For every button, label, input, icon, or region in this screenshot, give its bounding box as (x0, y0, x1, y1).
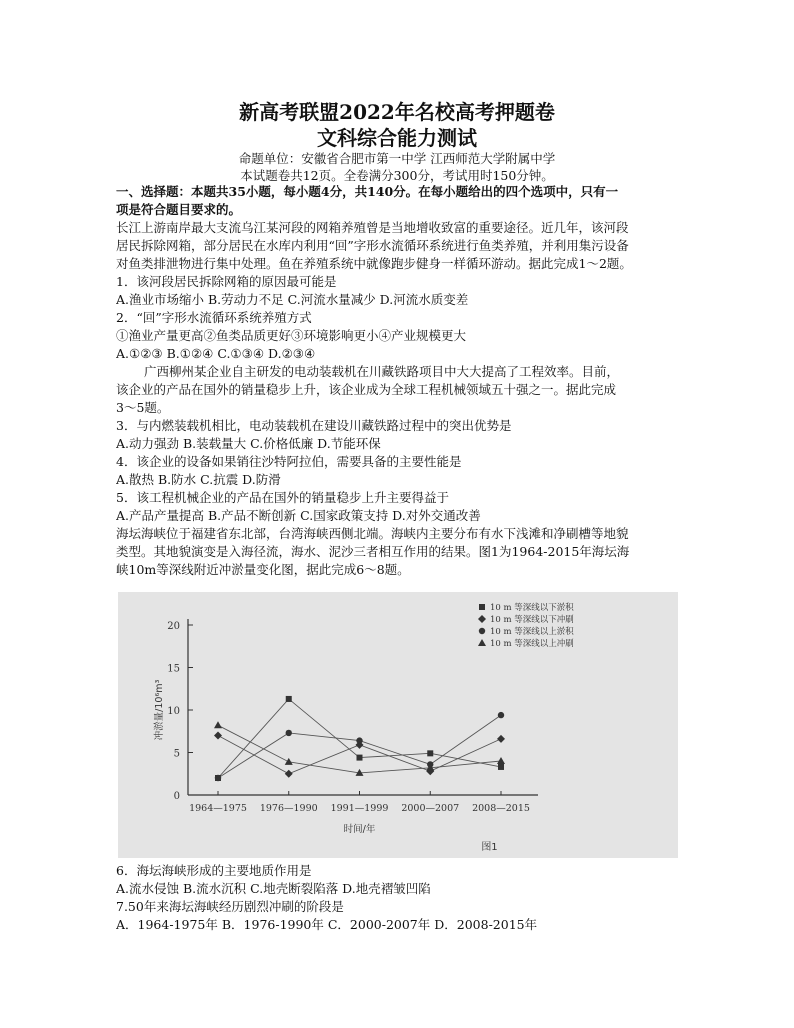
scour-deposition-chart (118, 592, 678, 858)
question-5-stem: 5．该工程机械企业的产品在国外的销量稳步上升主要得益于 (116, 490, 449, 505)
data-point-series-1 (427, 750, 433, 756)
passage-2-line: 3～5题。 (116, 400, 170, 415)
y-axis-label: 冲淤量/10⁶m³ (154, 679, 165, 741)
passage-1-line: 居民拆除网箱，部分居民在水库内利用“回”字形水流循环系统进行鱼类养殖，并利用集污设备 (116, 238, 629, 253)
legend-marker-4 (478, 639, 486, 646)
section-heading: 一、选择题：本题共35小题，每小题4分，共140分。在每小题给出的四个选项中，只有一 (116, 184, 619, 199)
question-4-stem: 4．该企业的设备如果销往沙特阿拉伯，需要具备的主要性能是 (116, 454, 462, 469)
question-2-stem: 2．“回”字形水流循环系统养殖方式 (116, 310, 312, 325)
x-tick-label: 2008—2015 (472, 803, 530, 814)
section-1-cont (116, 862, 696, 934)
page-subtitle: 文科综合能力测试 (317, 126, 477, 150)
x-tick-label: 2000—2007 (401, 803, 460, 814)
data-point-series-3 (498, 712, 504, 718)
question-2-options: A.①②③ B.①②④ C.①③④ D.②③④ (116, 346, 316, 361)
y-tick-label: 20 (167, 621, 180, 632)
x-tick-label: 1976—1990 (259, 803, 318, 814)
question-5-options: A.产品产量提高 B.产品不断创新 C.国家政策支持 D.对外交通改善 (116, 508, 481, 523)
passage-3-line: 峡10m等深线附近冲淤量变化图，据此完成6～8题。 (116, 562, 410, 577)
figure-1 (118, 592, 678, 858)
x-tick-label: 1991—1999 (330, 803, 389, 814)
data-point-series-3 (286, 730, 292, 736)
legend-marker-1 (479, 604, 485, 610)
y-tick-label: 15 (167, 663, 180, 675)
passage-2-line: 广西柳州某企业自主研发的电动装载机在川藏铁路项目中大大提高了工程效率。目前， (144, 364, 620, 379)
legend-marker-2 (478, 615, 486, 623)
question-4-options: A.散热 B.防水 C.抗震 D.防滑 (116, 472, 281, 487)
x-tick-label: 1964—1975 (189, 803, 247, 814)
legend-label-3: 10 m 等深线以上淤积 (490, 627, 574, 637)
question-3-stem: 3．与内燃装载机相比，电动装载机在建设川藏铁路过程中的突出优势是 (116, 418, 512, 433)
data-point-series-2 (497, 735, 505, 743)
data-point-series-2 (214, 732, 222, 740)
legend-marker-3 (479, 628, 485, 634)
data-point-series-1 (286, 696, 292, 702)
legend-label-1: 10 m 等深线以下淤积 (490, 603, 574, 613)
question-1-stem: 1．该河段居民拆除网箱的原因最可能是 (116, 274, 337, 289)
question-7-options: A．1964-1975年 B．1976-1990年 C．2000-2007年 D．2008-2015年 (116, 917, 538, 932)
legend-label-4: 10 m 等深线以上冲刷 (490, 639, 574, 649)
data-point-series-4 (285, 758, 293, 765)
data-point-series-4 (497, 757, 505, 764)
figure-caption: 图1 (481, 842, 498, 853)
x-axis-label: 时间/年 (343, 824, 376, 835)
section-1 (116, 183, 696, 579)
data-point-series-4 (214, 721, 222, 728)
question-3-options: A.动力强劲 B.装载量大 C.价格低廉 D.节能环保 (116, 436, 381, 451)
setter-line: 命题单位：安徽省合肥市第一中学 江西师范大学附属中学 (238, 151, 556, 166)
legend-label-2: 10 m 等深线以下冲刷 (490, 615, 574, 625)
series-line-4 (218, 725, 501, 773)
section-heading-cont: 项是符合题目要求的。 (116, 202, 242, 217)
passage-1-line: 长江上游南岸最大支流乌江某河段的网箱养殖曾是当地增收致富的重要途径。近几年，该河段 (116, 220, 629, 235)
passage-1-line: 对鱼类排泄物进行集中处理。鱼在养殖系统中就像跑步健身一样循环游动。据此完成1～2题。 (116, 256, 632, 271)
data-point-series-3 (215, 775, 221, 781)
question-6-stem: 6．海坛海峡形成的主要地质作用是 (116, 863, 312, 878)
passage-3-line: 海坛海峡位于福建省东北部，台湾海峡西侧北端。海峡内主要分布有水下浅滩和净刷槽等地貌 (116, 526, 629, 541)
y-tick-label: 0 (173, 791, 180, 802)
page-title: 新高考联盟2022年名校高考押题卷 (239, 100, 555, 124)
data-point-series-2 (285, 770, 293, 778)
y-tick-label: 5 (173, 748, 180, 760)
info-line: 本试题卷共12页。全卷满分300分，考试用时150分钟。 (240, 168, 554, 183)
y-tick-label: 10 (167, 706, 180, 717)
data-point-series-1 (498, 764, 504, 770)
passage-3-line: 类型。其地貌演变是入海径流，海水、泥沙三者相互作用的结果。图1为1964-2015年海坛海 (116, 544, 630, 559)
question-7-stem: 7.50年来海坛海峡经历剧烈冲刷的阶段是 (116, 899, 344, 914)
data-point-series-3 (356, 737, 362, 743)
question-6-options: A.流水侵蚀 B.流水沉积 C.地壳断裂陷落 D.地壳褶皱凹陷 (116, 881, 431, 896)
question-2-items: ①渔业产量更高②鱼类品质更好③环境影响更小④产业规模更大 (116, 328, 467, 343)
question-1-options: A.渔业市场缩小 B.劳动力不足 C.河流水量减少 D.河流水质变差 (116, 292, 469, 307)
passage-2-line: 该企业的产品在国外的销量稳步上升，该企业成为全球工程机械领域五十强之一。据此完成 (116, 382, 617, 397)
data-point-series-1 (357, 755, 363, 761)
